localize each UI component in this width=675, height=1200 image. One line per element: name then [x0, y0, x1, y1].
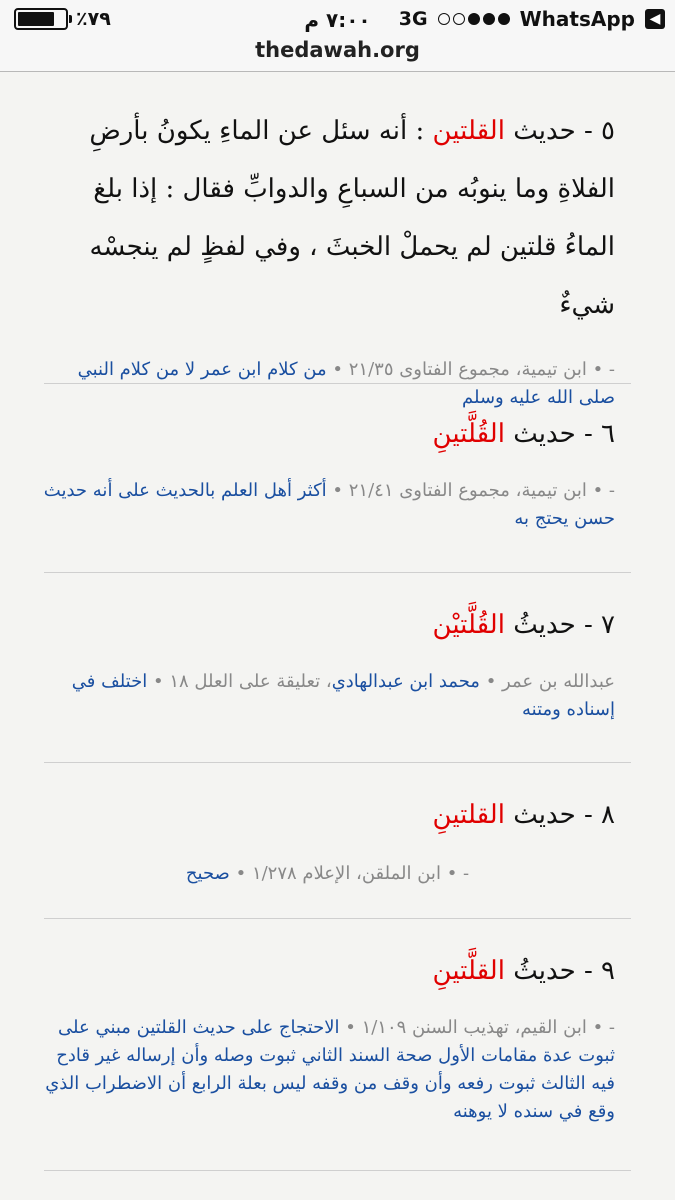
- source-line: [40, 477, 615, 533]
- source-bullet: •: [152, 671, 164, 692]
- page-url[interactable]: thedawah.org: [255, 38, 420, 62]
- source-bullet: •: [332, 480, 344, 501]
- entry-number: ٦: [601, 419, 615, 449]
- back-to-app-label[interactable]: WhatsApp: [519, 7, 635, 31]
- entry-number: ٧: [601, 610, 615, 640]
- divider: [44, 572, 631, 573]
- hadith-text: ٥ - حديث القلتين : أنه سئل عن الماءِ يكونُ بأرضِ الفلاةِ وما ينوبُه من السباعِ والدوابِّ فقال : إذا بلغ الماءُ قلتين لم يحملْ الخبثَ ، وفي لفظٍ لم ينجسْه شيءٌ: [89, 116, 615, 320]
- scholar-name[interactable]: محمد ابن عبدالهادي: [331, 671, 480, 692]
- signal-dot: [498, 13, 510, 25]
- source-dash: - •: [446, 863, 470, 884]
- source-dash: - •: [592, 1017, 615, 1038]
- highlight-keyword: القُلَّتيْن: [432, 610, 505, 640]
- signal-dot: [453, 13, 465, 25]
- source-bullet: •: [345, 1017, 356, 1038]
- entry-number: ٩: [601, 956, 615, 986]
- source-bullet: •: [332, 359, 344, 380]
- signal-dot: [438, 13, 450, 25]
- status-bar: [0, 0, 675, 72]
- source-reference[interactable]: ، تعليقة على العلل ١٨: [169, 671, 332, 692]
- network-type: 3G: [398, 8, 428, 30]
- grading-text: من كلام ابن عمر لا من كلام النبي صلى الله عليه وسلم: [77, 359, 615, 408]
- grading-text: أكثر أهل العلم بالحديث على أنه حديث حسن يحتج به: [43, 480, 615, 529]
- entry-title-prefix: حديث: [513, 116, 576, 146]
- hadith-text: ٧ - حديثُ القُلَّتيْن: [432, 610, 615, 640]
- list-item: [40, 942, 615, 1126]
- entry-title-prefix: حديثُ: [513, 956, 576, 986]
- signal-strength-icon: [438, 13, 510, 25]
- grading-text: الاحتجاج على حديث القلتين مبني على ثبوت عدة مقامات الأول صحة السند الثاني ثبوت وصله وأن إرساله غير قادح فيه الثالث ثبوت رفعه وأن وقف من وقفه ليس بعلة الرابع أن الاضطراب الذي وقع في سنده لا يوهنه: [45, 1017, 615, 1122]
- source-dash: - •: [592, 359, 615, 380]
- source-reference[interactable]: ابن الملقن، الإعلام ١/٢٧٨: [251, 863, 441, 884]
- list-item: [40, 102, 615, 412]
- divider: [44, 383, 631, 384]
- hadith-text: ٦ - حديث القُلَّتينِ: [432, 419, 615, 449]
- source-bullet: •: [235, 863, 247, 884]
- entry-title-prefix: حديثُ: [513, 610, 576, 640]
- source-reference[interactable]: ابن القيم، تهذيب السنن ١/١٠٩: [361, 1017, 587, 1038]
- battery-percent: ٪٧٩: [76, 8, 111, 30]
- list-item: [40, 405, 615, 533]
- divider: [44, 1170, 631, 1171]
- entry-number: ٥: [601, 116, 615, 146]
- entry-title-prefix: حديث: [513, 800, 576, 830]
- source-dash: - •: [592, 480, 615, 501]
- battery-fill: [18, 12, 54, 26]
- grading-text: اختلف في إسناده ومتنه: [71, 671, 615, 720]
- grading-text: صحيح: [185, 863, 230, 884]
- divider: [44, 762, 631, 763]
- source-line: [40, 668, 615, 724]
- results-list: [0, 72, 675, 1200]
- highlight-keyword: القلَّتينِ: [432, 956, 505, 986]
- clock: ٧:٠٠ م: [304, 8, 371, 32]
- entry-title-prefix: حديث: [513, 419, 576, 449]
- source-reference[interactable]: ابن تيمية، مجموع الفتاوى ٢١/٤١: [348, 480, 587, 501]
- source-reference[interactable]: ابن تيمية، مجموع الفتاوى ٢١/٣٥: [348, 359, 587, 380]
- source-bullet: •: [485, 671, 497, 692]
- entry-number: ٨: [601, 800, 615, 830]
- highlight-keyword: القلتين: [432, 116, 505, 146]
- back-arrow-icon[interactable]: ◀: [645, 9, 665, 29]
- source-line: [40, 1014, 615, 1126]
- divider: [44, 918, 631, 919]
- battery-indicator: [14, 8, 111, 30]
- highlight-keyword: القُلَّتينِ: [432, 419, 505, 449]
- signal-dot: [468, 13, 480, 25]
- source-line: [40, 860, 615, 888]
- source-line: [40, 356, 615, 412]
- hadith-text: ٨ - حديث القلتينِ: [432, 800, 615, 830]
- list-item: [40, 596, 615, 724]
- highlight-keyword: القلتينِ: [432, 800, 505, 830]
- battery-icon: [14, 8, 68, 30]
- list-item: [40, 786, 615, 888]
- hadith-body: : أنه سئل عن الماءِ يكونُ بأرضِ الفلاةِ وما ينوبُه من السباعِ والدوابِّ فقال : إذا بلغ الماءُ قلتين لم يحملْ الخبثَ ، وفي لفظٍ لم ينجسْه شيءٌ: [89, 116, 615, 320]
- hadith-text: ٩ - حديثُ القلَّتينِ: [432, 956, 615, 986]
- signal-dot: [483, 13, 495, 25]
- narrator: عبدالله بن عمر: [502, 671, 615, 692]
